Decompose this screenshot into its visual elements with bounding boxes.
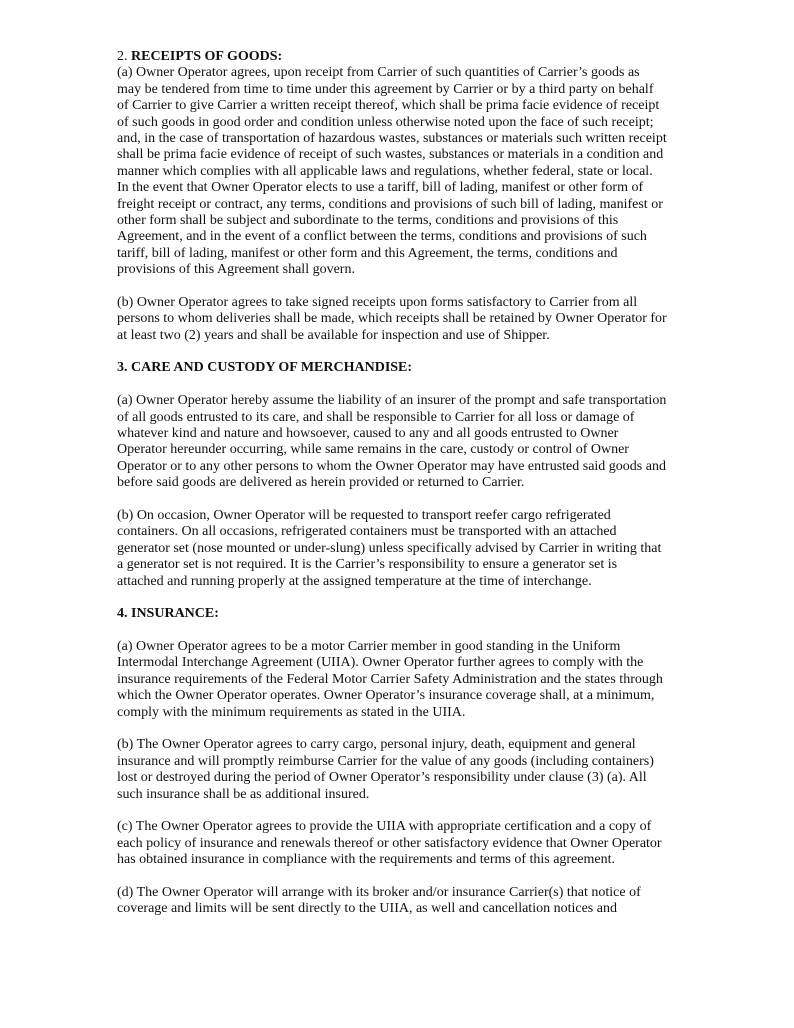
text-line: at least two (2) years and shall be available for inspection and use of Shipper.: [117, 327, 550, 343]
text-line: lost or destroyed during the period of Owner Operator’s responsibility under clause (3) (a). All: [117, 770, 647, 786]
paragraph: [117, 639, 667, 721]
section-title: RECEIPTS OF GOODS:: [131, 49, 283, 64]
section-heading: [117, 49, 667, 65]
text-line: each policy of insurance and renewals thereof or other satisfactory evidence that Owner Operator: [117, 835, 662, 851]
text-line: may be tendered from time to time under this agreement by Carrier or by a third party on behalf: [117, 81, 654, 97]
text-line: has obtained insurance in compliance with the requirements and terms of this agreement.: [117, 852, 616, 868]
text-line: whatever kind and nature and howsoever, caused to any and all goods entrusted to Owner: [117, 425, 619, 441]
text-line: of all goods entrusted to its care, and shall be responsible to Carrier for all loss or damage of: [117, 409, 635, 425]
blank-line: [117, 492, 667, 508]
section-heading: [117, 606, 667, 622]
blank-line: [117, 377, 667, 393]
text-line: In the event that Owner Operator elects to use a tariff, bill of lading, manifest or other form of: [117, 180, 644, 196]
text-line: (b) Owner Operator agrees to take signed receipts upon forms satisfactory to Carrier from all: [117, 294, 638, 310]
blank-line: [117, 869, 667, 885]
section-number: 4.: [117, 606, 131, 622]
section-title: INSURANCE:: [131, 606, 219, 622]
text-line: and, in the case of transportation of hazardous wastes, substances or materials such written receipt: [117, 130, 667, 146]
text-line: Agreement, and in the event of a conflict between the terms, conditions and provisions of such: [117, 229, 647, 245]
paragraph: [117, 819, 667, 868]
text-line: before said goods are delivered as herein provided or returned to Carrier.: [117, 475, 525, 491]
blank-line: [117, 590, 667, 606]
text-line: which the Owner Operator operates. Owner Operator’s insurance coverage shall, at a minimum,: [117, 688, 655, 704]
section-number: 3.: [117, 360, 131, 376]
text-line: Operator or to any other persons to whom the Owner Operator may have entrusted said goods and: [117, 458, 666, 474]
text-line: (c) The Owner Operator agrees to provide the UIIA with appropriate certification and a copy of: [117, 819, 652, 835]
text-line: (b) The Owner Operator agrees to carry cargo, personal injury, death, equipment and general: [117, 737, 636, 753]
paragraph: [117, 737, 667, 803]
text-line: insurance and will promptly reimburse Carrier for the value of any goods (including containers): [117, 753, 654, 769]
text-line: Intermodal Interchange Agreement (UIIA). Owner Operator further agrees to comply with the: [117, 655, 644, 671]
text-line: shall be prima facie evidence of receipt of such wastes, substances or materials in a condition and: [117, 147, 664, 163]
text-line: manner which complies with all applicable laws and regulations, whether federal, state or local.: [117, 163, 653, 179]
blank-line: [117, 623, 667, 639]
text-line: generator set (nose mounted or under-slung) unless specifically advised by Carrier in writing that: [117, 540, 662, 556]
document-page: [117, 49, 667, 918]
text-line: comply with the minimum requirements as stated in the UIIA.: [117, 704, 466, 720]
blank-line: [117, 803, 667, 819]
text-line: tariff, bill of lading, manifest or other form and this Agreement, the terms, conditions and: [117, 245, 618, 261]
blank-line: [117, 344, 667, 360]
text-line: of such goods in good order and condition unless otherwise noted upon the face of such receipt;: [117, 114, 654, 130]
blank-line: [117, 721, 667, 737]
text-line: (a) Owner Operator agrees, upon receipt from Carrier of such quantities of Carrier’s goods as: [117, 65, 640, 81]
section-title: CARE AND CUSTODY OF MERCHANDISE:: [131, 360, 413, 376]
text-line: other form shall be subject and subordinate to the terms, conditions and provisions of this: [117, 212, 619, 228]
text-line: coverage and limits will be sent directly to the UIIA, as well and cancellation notices and: [117, 901, 617, 917]
text-line: (a) Owner Operator agrees to be a motor Carrier member in good standing in the Uniform: [117, 639, 621, 655]
text-line: a generator set is not required. It is the Carrier’s responsibility to ensure a generator set is: [117, 557, 618, 573]
paragraph: [117, 295, 667, 344]
paragraph: [117, 508, 667, 590]
text-line: (a) Owner Operator hereby assume the liability of an insurer of the prompt and safe transportation: [117, 393, 667, 409]
text-line: attached and running properly at the assigned temperature at the time of interchange.: [117, 573, 592, 589]
section-heading: [117, 360, 667, 376]
text-line: of Carrier to give Carrier a written receipt thereof, which shall be prima facie evidence of receipt: [117, 98, 660, 114]
text-line: provisions of this Agreement shall govern.: [117, 262, 355, 278]
paragraph: [117, 393, 667, 491]
text-line: insurance requirements of the Federal Motor Carrier Safety Administration and the states through: [117, 671, 663, 687]
section-number: 2.: [117, 49, 131, 64]
text-line: containers. On all occasions, refrigerated containers must be transported with an attached: [117, 524, 617, 540]
blank-line: [117, 278, 667, 294]
text-line: (b) On occasion, Owner Operator will be requested to transport reefer cargo refrigerated: [117, 507, 611, 523]
paragraph: [117, 65, 667, 278]
text-line: Operator hereunder occurring, while same remains in the care, custody or control of Owner: [117, 442, 629, 458]
text-line: (d) The Owner Operator will arrange with its broker and/or insurance Carrier(s) that notice of: [117, 884, 641, 900]
text-line: persons to whom deliveries shall be made, which receipts shall be retained by Owner Operator for: [117, 311, 667, 327]
paragraph: [117, 885, 667, 918]
text-line: such insurance shall be as additional insured.: [117, 786, 370, 802]
text-line: freight receipt or contract, any terms, conditions and provisions of such bill of lading, manifest or: [117, 196, 663, 212]
